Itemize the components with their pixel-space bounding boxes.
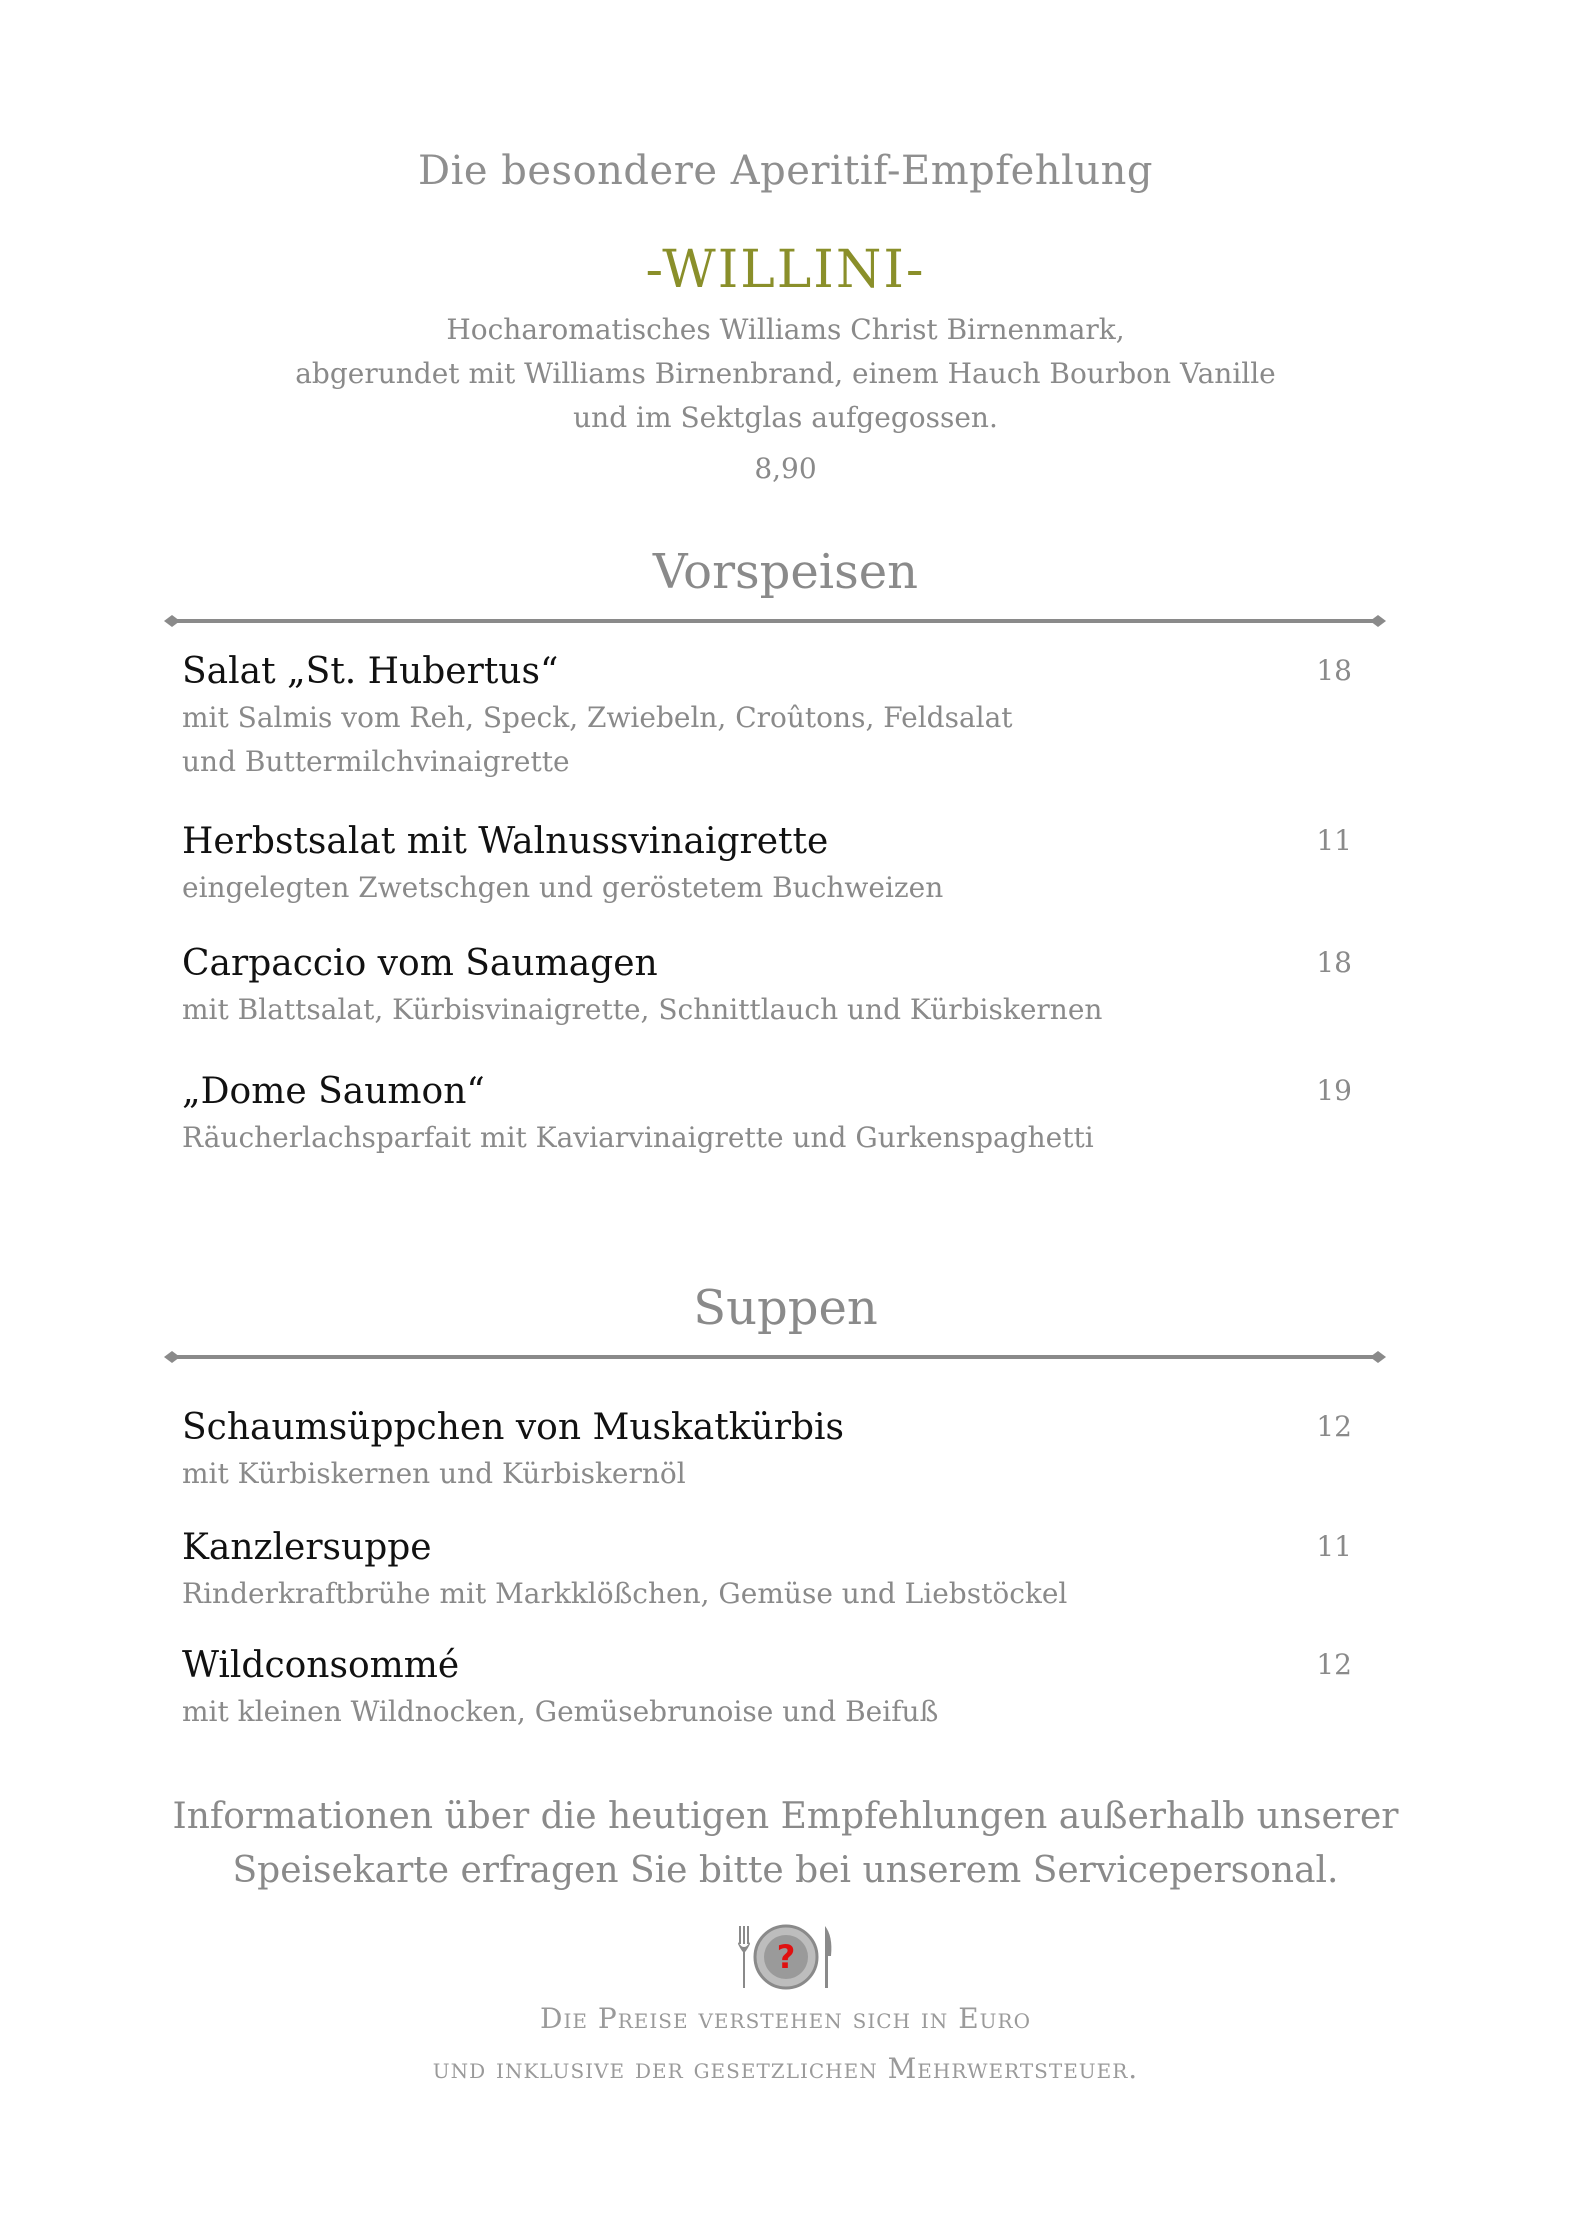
- aperitif-desc-line: und im Sektglas aufgegossen.: [573, 401, 998, 434]
- aperitif-desc-line: Hocharomatisches Williams Christ Birnenmark,: [446, 313, 1125, 346]
- menu-item: [182, 1070, 1352, 1160]
- item-price: 12: [1316, 1410, 1352, 1443]
- item-description: [182, 866, 1352, 910]
- item-desc-line: eingelegten Zwetschgen und geröstetem Buchweizen: [182, 871, 944, 904]
- aperitif-price: 8,90: [754, 452, 817, 485]
- aperitif-name: -WILLINI-: [645, 240, 926, 300]
- service-info: [0, 1790, 1571, 1898]
- menu-item: [182, 1526, 1352, 1616]
- item-name: Salat „St. Hubertus“: [182, 651, 559, 692]
- item-name: „Dome Saumon“: [182, 1071, 485, 1112]
- item-name: Kanzlersuppe: [182, 1527, 432, 1568]
- item-price: 11: [1316, 824, 1352, 857]
- item-name: Wildconsommé: [182, 1645, 460, 1686]
- item-desc-line: und Buttermilchvinaigrette: [182, 745, 570, 778]
- item-desc-line: mit kleinen Wildnocken, Gemüsebrunoise und Beifuß: [182, 1695, 939, 1728]
- item-description: [182, 1116, 1352, 1160]
- plate-cutlery-question-icon: [735, 1922, 837, 1992]
- item-description: [182, 988, 1352, 1032]
- item-price: 18: [1316, 946, 1352, 979]
- aperitif-desc-line: abgerundet mit Williams Birnenbrand, einem Hauch Bourbon Vanille: [295, 357, 1276, 390]
- item-description: [182, 1572, 1352, 1616]
- section-title-vorspeisen: Vorspeisen: [652, 544, 919, 600]
- item-name: Herbstsalat mit Walnussvinaigrette: [182, 821, 829, 862]
- menu-item: [182, 1644, 1352, 1734]
- item-description: [182, 1452, 1352, 1496]
- service-info-line: Informationen über die heutigen Empfehlungen außerhalb unserer: [172, 1796, 1399, 1837]
- item-price: 11: [1316, 1530, 1352, 1563]
- section-divider: [164, 1350, 1386, 1364]
- menu-item: [182, 650, 1352, 784]
- logo-question-mark: ?: [776, 1938, 796, 1976]
- menu-item: [182, 820, 1352, 910]
- item-name: Schaumsüppchen von Muskatkürbis: [182, 1407, 844, 1448]
- aperitif-description: [0, 308, 1571, 440]
- menu-item: [182, 1406, 1352, 1496]
- service-info-line: Speisekarte erfragen Sie bitte bei unserem Servicepersonal.: [232, 1850, 1339, 1891]
- item-desc-line: mit Blattsalat, Kürbisvinaigrette, Schnittlauch und Kürbiskernen: [182, 993, 1103, 1026]
- item-desc-line: Rinderkraftbrühe mit Markklößchen, Gemüse und Liebstöckel: [182, 1577, 1068, 1610]
- item-description: [182, 1690, 1352, 1734]
- item-price: 19: [1316, 1074, 1352, 1107]
- item-description: [182, 696, 1352, 784]
- menu-item: [182, 942, 1352, 1032]
- item-price: 12: [1316, 1648, 1352, 1681]
- legal-note-line: Die Preise verstehen sich in Euro: [540, 2002, 1031, 2035]
- item-price: 18: [1316, 654, 1352, 687]
- item-desc-line: Räucherlachsparfait mit Kaviarvinaigrette und Gurkenspaghetti: [182, 1121, 1094, 1154]
- aperitif-heading: Die besondere Aperitif-Empfehlung: [418, 148, 1153, 194]
- section-divider: [164, 614, 1386, 628]
- section-title-suppen: Suppen: [693, 1280, 878, 1336]
- item-name: Carpaccio vom Saumagen: [182, 943, 658, 984]
- legal-note-line: und inklusive der gesetzlichen Mehrwertsteuer.: [432, 2052, 1139, 2085]
- item-desc-line: mit Kürbiskernen und Kürbiskernöl: [182, 1457, 686, 1490]
- item-desc-line: mit Salmis vom Reh, Speck, Zwiebeln, Croûtons, Feldsalat: [182, 701, 1013, 734]
